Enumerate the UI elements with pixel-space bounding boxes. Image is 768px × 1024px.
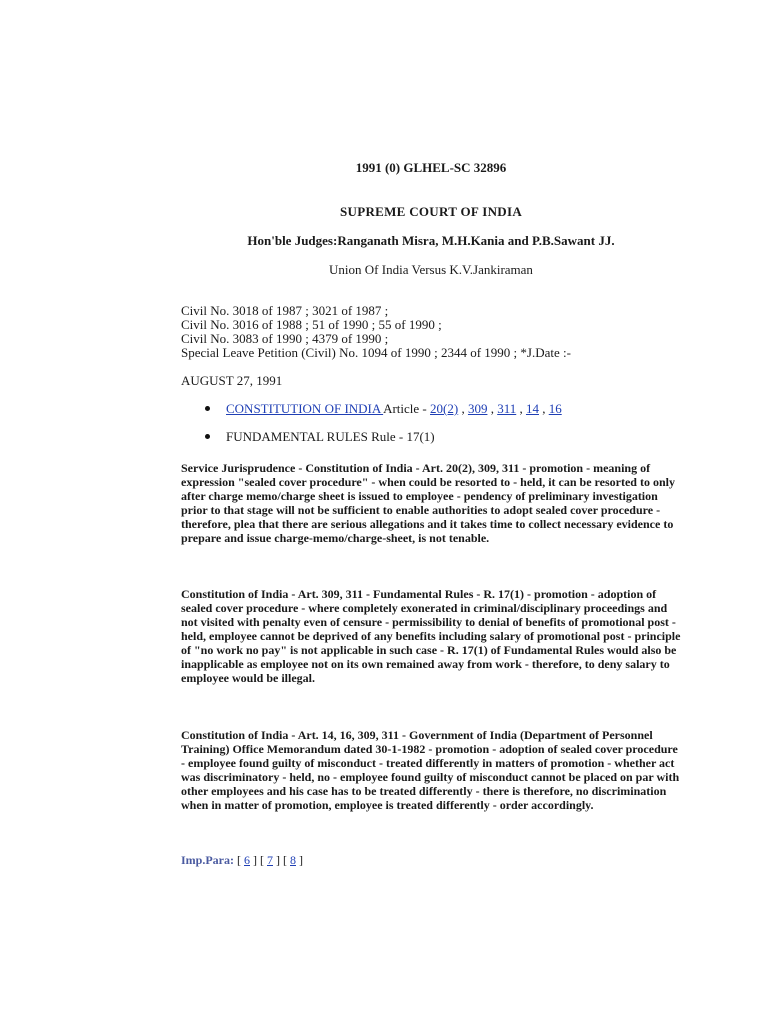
- article-link-20-2[interactable]: 20(2): [430, 401, 459, 416]
- judgment-date: AUGUST 27, 1991: [181, 373, 283, 388]
- headnote-1: Service Jurisprudence - Constitution of India - Art. 20(2), 309, 311 - promotion - meaning of expression "sealed cover procedure" - when could be resorted to - held, it can be resorted to only after charge memo/charge sheet is issued to employee - pendency of preliminary investigation prior to that stage will not be sufficient to enable authorities to adopt sealed cover procedure - therefore, plea that there are serious allegations and it takes time to collect necessary evidence to prepare and issue charge-memo/charge-sheet, is not tenable.: [181, 461, 675, 545]
- statute-list: [181, 402, 681, 444]
- case-numbers: [181, 304, 681, 360]
- case-line: Special Leave Petition (Civil) No. 1094 of 1990 ; 2344 of 1990 ; *J.Date :-: [181, 345, 571, 360]
- list-item-constitution: CONSTITUTION OF INDIA Article - 20(2) , 309 , 311 , 14 , 16: [181, 402, 681, 416]
- citation: 1991 (0) GLHEL-SC 32896: [355, 160, 507, 175]
- judges-line: Hon'ble Judges:Ranganath Misra, M.H.Kania and P.B.Sawant JJ.: [247, 233, 615, 248]
- article-link-14[interactable]: 14: [525, 401, 539, 416]
- constitution-link[interactable]: CONSTITUTION OF INDIA: [226, 401, 384, 416]
- imp-para-label: Imp.Para:: [181, 853, 234, 867]
- important-paragraphs: Imp.Para: [ 6 ] [ 7 ] [ 8 ]: [181, 853, 303, 867]
- case-line: Civil No. 3083 of 1990 ; 4379 of 1990 ;: [181, 331, 389, 346]
- case-line: Civil No. 3018 of 1987 ; 3021 of 1987 ;: [181, 303, 389, 318]
- parties-line: Union Of India Versus K.V.Jankiraman: [329, 262, 533, 277]
- article-link-311[interactable]: 311: [497, 401, 517, 416]
- headnote-2: Constitution of India - Art. 309, 311 - Fundamental Rules - R. 17(1) - promotion - adoption of sealed cover procedure - where completely exonerated in criminal/disciplinary proceedings and not visited with penalty even of censure - permissibility to denial of benefits of promotional post - held, employee cannot be deprived of any benefits including salary of promotional post - principle of "no work no pay" is not applicable in such case - R. 17(1) of Fundamental Rules would also be inapplicable as employee not on its own remained away from work - therefore, to deny salary to employee would be illegal.: [181, 587, 681, 685]
- case-line: Civil No. 3016 of 1988 ; 51 of 1990 ; 55 of 1990 ;: [181, 317, 442, 332]
- article-link-16[interactable]: 16: [548, 401, 562, 416]
- para-link-6[interactable]: 6: [244, 853, 250, 867]
- bullet-icon: [205, 434, 210, 439]
- headnote-3: Constitution of India - Art. 14, 16, 309, 311 - Government of India (Department of Personnel Training) Office Memorandum dated 30-1-1982 - promotion - adoption of sealed cover procedure - employee found guilty of misconduct - treated differently in matters of promotion - whether act was discriminatory - held, no - employee found guilty of misconduct cannot be placed on par with other employees and his case has to be treated differently - there is therefore, no discrimination when in matter of promotion, employee is treated differently - order accordingly.: [181, 728, 680, 812]
- article-link-309[interactable]: 309: [467, 401, 488, 416]
- bullet-icon: [205, 406, 210, 411]
- fundamental-rules-text: FUNDAMENTAL RULES Rule - 17(1): [226, 429, 435, 444]
- court-name: SUPREME COURT OF INDIA: [339, 204, 523, 219]
- article-label: Article -: [383, 401, 431, 416]
- list-item-fundamental-rules: [181, 430, 681, 444]
- para-link-7[interactable]: 7: [267, 853, 273, 867]
- para-link-8[interactable]: 8: [290, 853, 296, 867]
